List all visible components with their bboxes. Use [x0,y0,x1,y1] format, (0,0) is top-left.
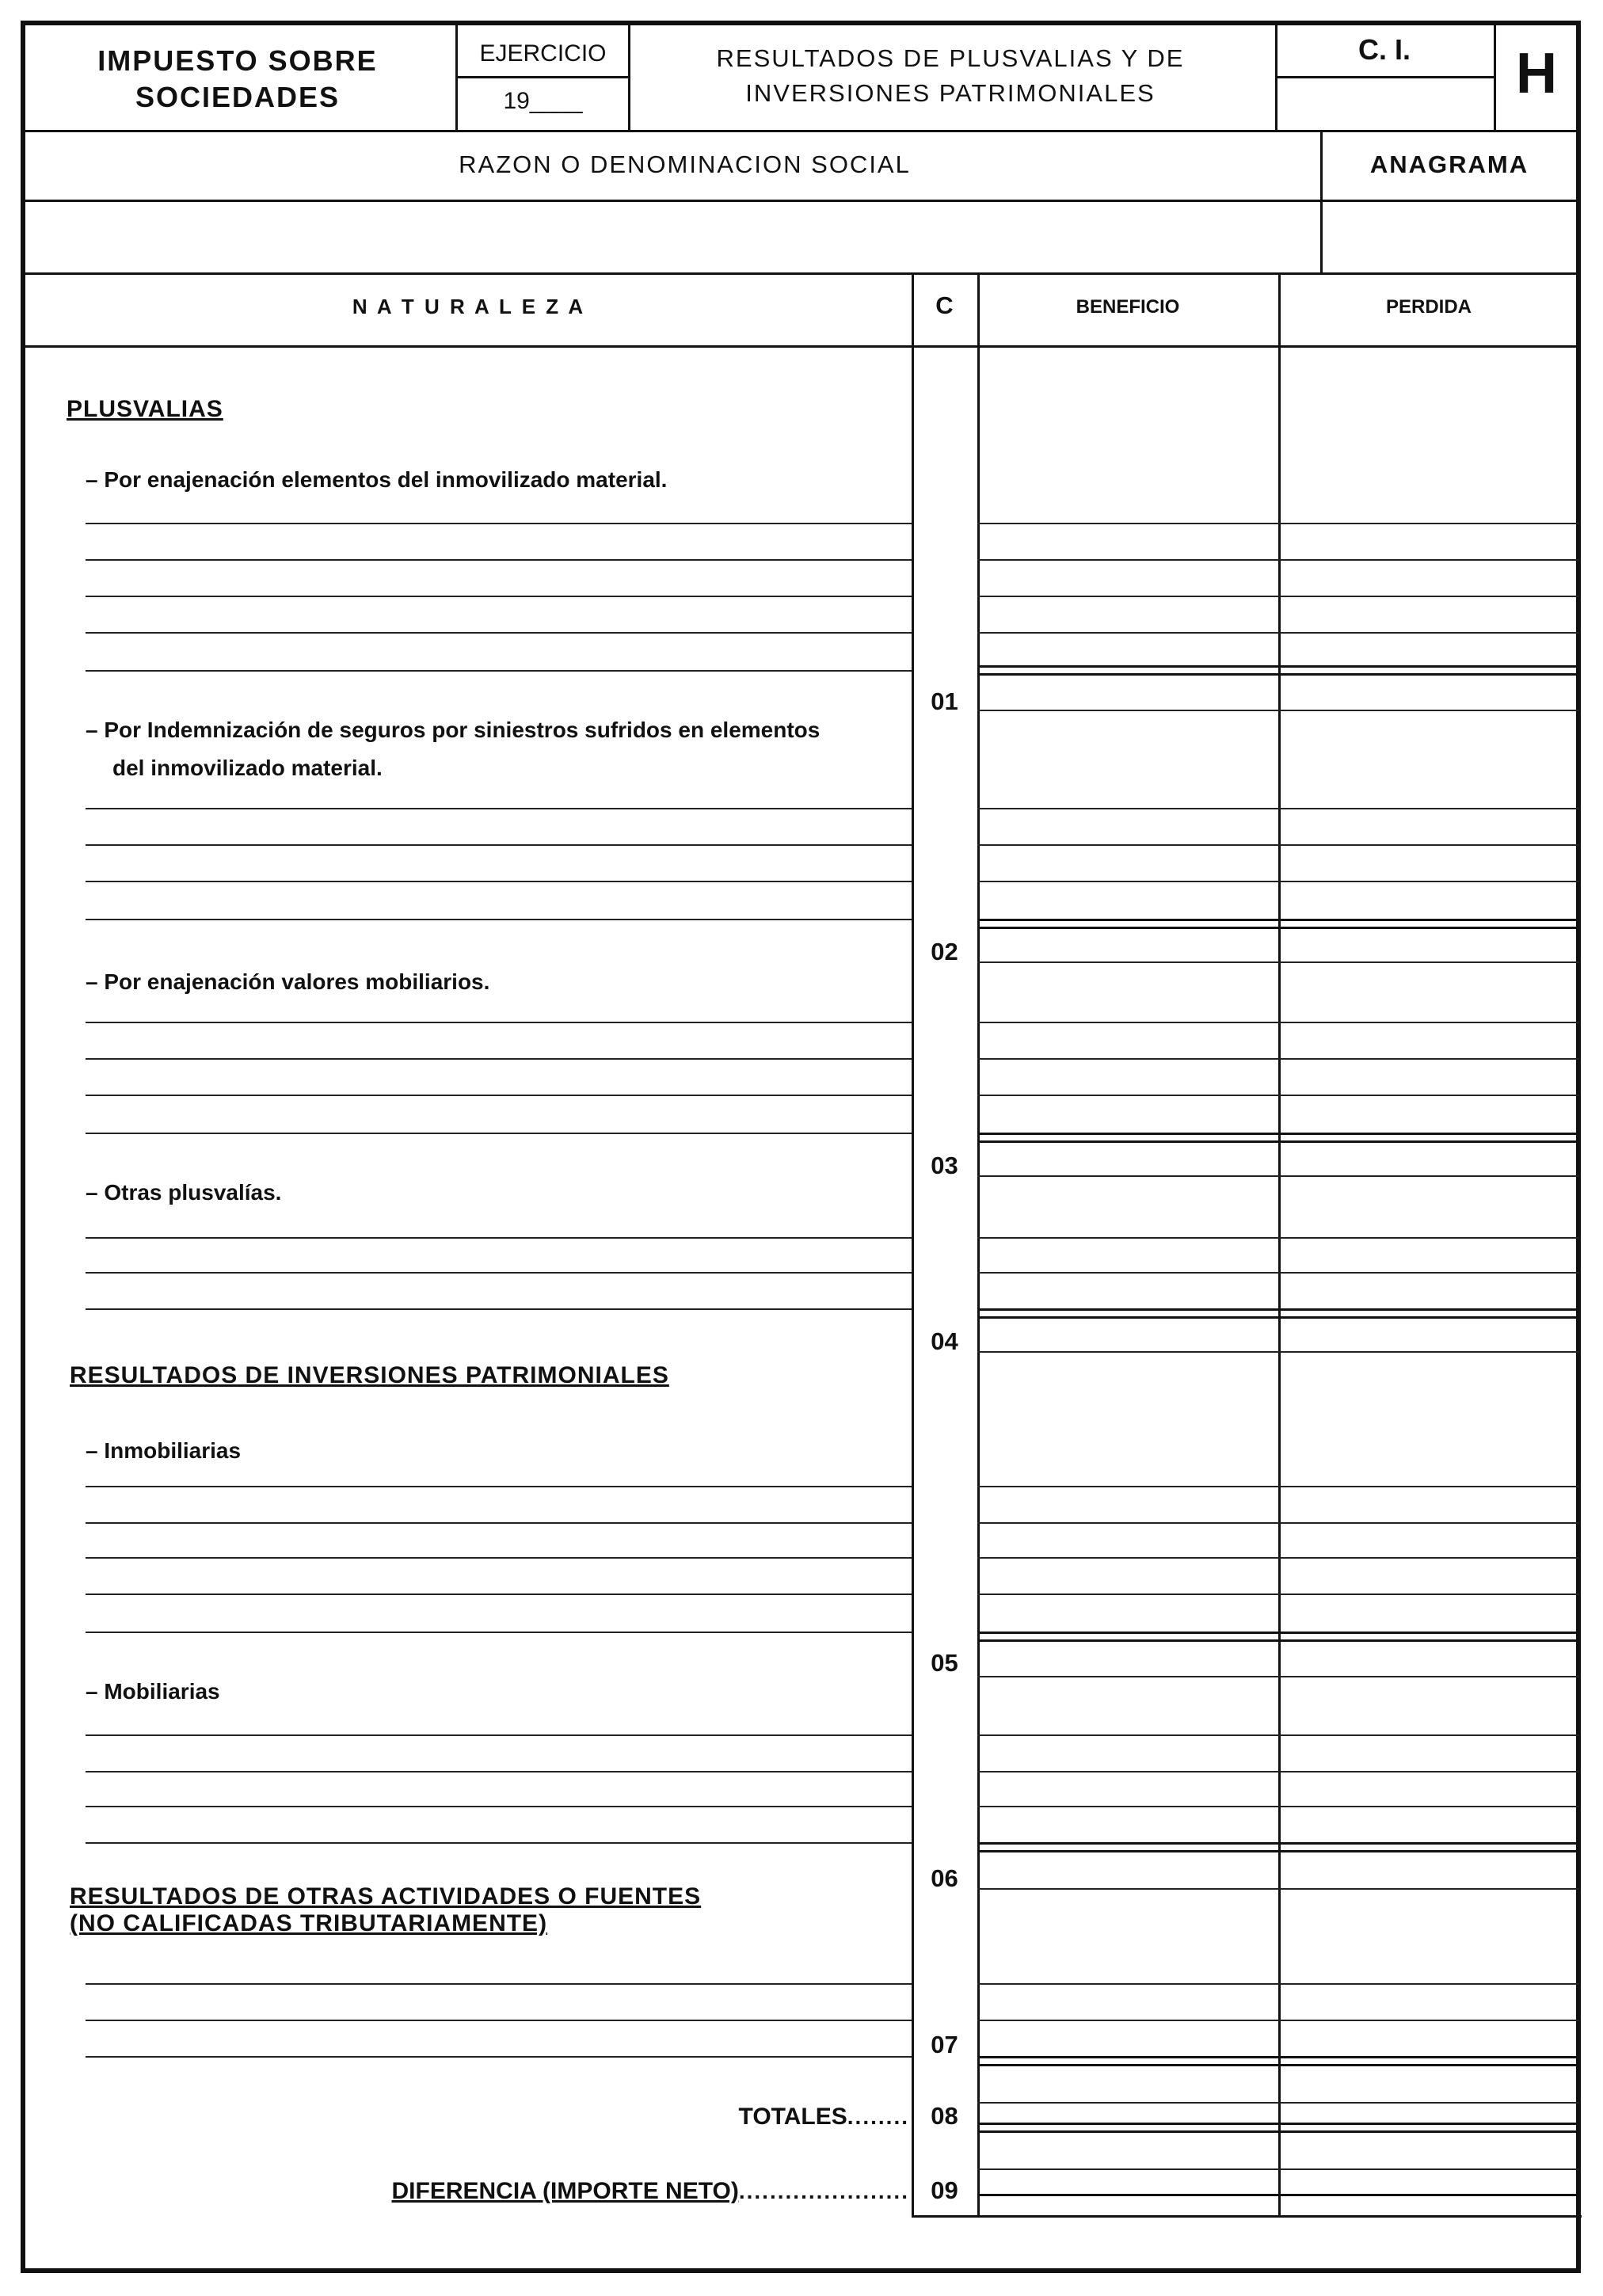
company-name-label: RAZON O DENOMINACION SOCIAL [459,150,911,178]
beneficio-07-field[interactable] [980,2066,1275,2099]
code-01: 01 [931,687,958,715]
section-plusvalias: PLUSVALIAS [67,396,223,422]
beneficio-09-field[interactable] [980,2195,1275,2214]
beneficio-02-field[interactable] [980,928,1275,960]
diferencia-dots: ...................... [738,2179,909,2203]
totales-row [665,2104,909,2130]
item-valores: – Por enajenación valores mobiliarios. [86,969,490,994]
totales-label: TOTALES [738,2104,847,2130]
section-otras-line1: RESULTADOS DE OTRAS ACTIVIDADES O FUENTES [70,1883,702,1910]
totales-dots: ........ [847,2104,909,2129]
company-name-field[interactable] [29,203,1316,269]
perdida-06-field[interactable] [1281,1852,1576,1885]
form-title-line2: INVERSIONES PATRIMONIALES [745,79,1156,107]
code-07: 07 [931,2031,958,2058]
perdida-08-field[interactable] [1281,2132,1576,2165]
form-letter: H [1516,42,1557,105]
code-05: 05 [931,1649,958,1677]
code-02: 02 [931,938,958,965]
section-inversiones: RESULTADOS DE INVERSIONES PATRIMONIALES [70,1362,669,1388]
tax-title-line1: IMPUESTO SOBRE [97,44,378,77]
perdida-04-field[interactable] [1281,1318,1576,1350]
item-seguros-line1: – Por Indemnización de seguros por siniestros sufridos en elementos [86,718,821,742]
section-otras-line2: (NO CALIFICADAS TRIBUTARIAMENTE) [70,1910,548,1936]
perdida-02-field[interactable] [1281,928,1576,960]
perdida-01-field[interactable] [1281,675,1576,706]
item-inmovilizado: – Por enajenación elementos del inmovilizado material. [86,467,668,492]
item-inmobiliarias: – Inmobiliarias [86,1438,242,1463]
item-otras-plusvalias: – Otras plusvalías. [86,1180,282,1205]
col-perdida: PERDIDA [1385,296,1472,318]
ci-label: C. I. [1357,33,1411,66]
form-title-line1: RESULTADOS DE PLUSVALIAS Y DE [716,44,1185,72]
code-09: 09 [931,2176,958,2204]
year-field[interactable]: 19____ [503,88,583,114]
anagram-field[interactable] [1324,203,1574,269]
diferencia-label: DIFERENCIA (IMPORTE NETO) [391,2178,739,2204]
item-seguros-line2: del inmovilizado material. [112,756,383,780]
col-naturaleza: N A T U R A L E Z A [352,295,586,318]
perdida-03-field[interactable] [1281,1142,1576,1174]
beneficio-01-field[interactable] [980,675,1275,706]
ci-field[interactable] [1278,79,1491,127]
code-03: 03 [931,1152,958,1179]
tax-title [32,43,444,116]
item-mobiliarias: – Mobiliarias [86,1679,220,1704]
form-title [634,41,1267,111]
code-04: 04 [931,1327,958,1355]
diferencia-row [238,2178,909,2205]
beneficio-03-field[interactable] [980,1142,1275,1174]
code-06: 06 [931,1864,958,1892]
anagram-label: ANAGRAMA [1369,150,1529,178]
perdida-07-field[interactable] [1281,2066,1576,2099]
beneficio-04-field[interactable] [980,1318,1275,1350]
tax-title-line2: SOCIEDADES [135,81,341,113]
perdida-05-field[interactable] [1281,1641,1576,1673]
col-c: C [935,291,954,319]
beneficio-08-field[interactable] [980,2132,1275,2165]
beneficio-05-field[interactable] [980,1641,1275,1673]
perdida-09-field[interactable] [1281,2195,1576,2214]
beneficio-06-field[interactable] [980,1852,1275,1885]
section-otras-actividades [70,1883,701,1937]
ejercicio-label: EJERCICIO [479,40,607,67]
col-beneficio: BENEFICIO [1076,296,1180,318]
code-08: 08 [931,2102,958,2130]
